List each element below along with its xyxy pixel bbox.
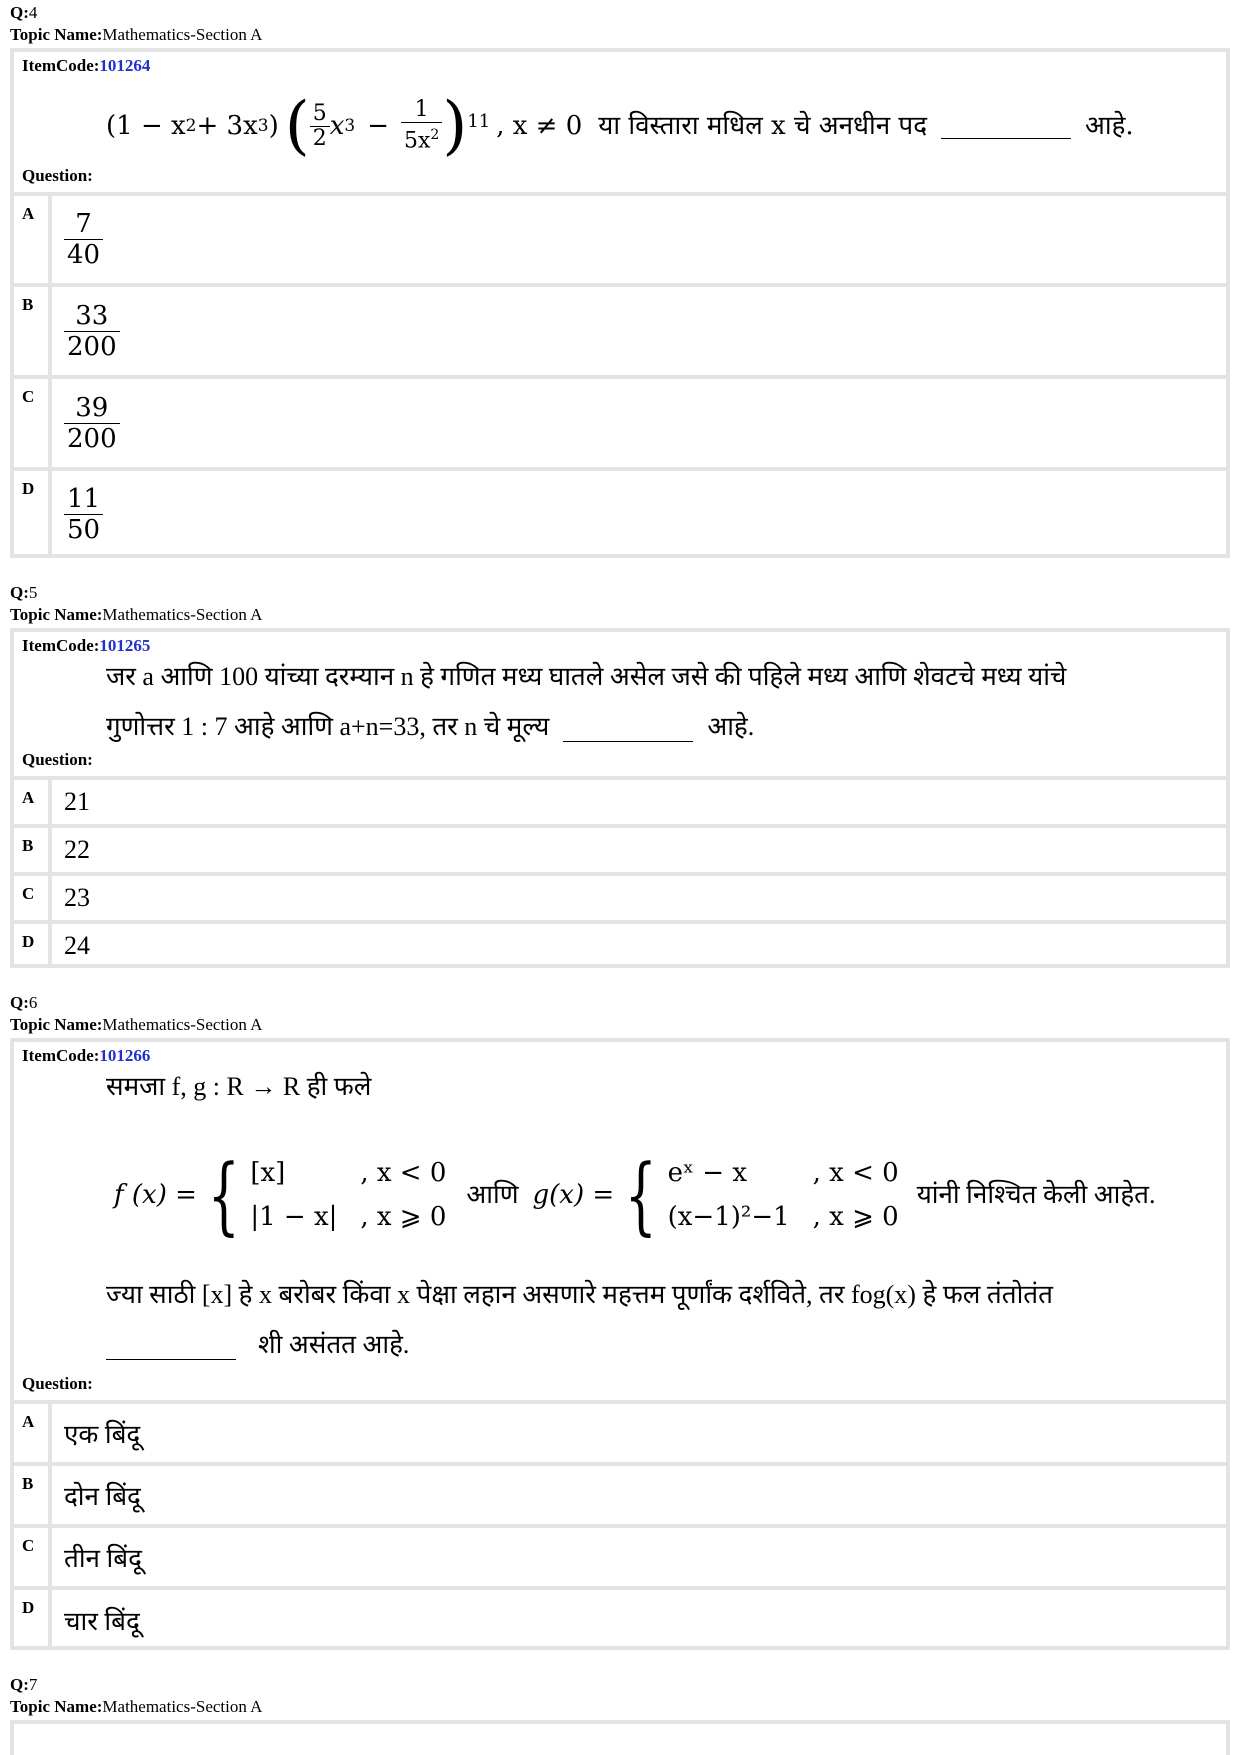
- question-number: 7: [28, 1675, 38, 1694]
- option-letter: B: [14, 828, 52, 872]
- option-value: 23: [64, 883, 90, 912]
- option-row[interactable]: [14, 196, 1226, 287]
- option-letter: A: [14, 196, 52, 283]
- option-value: दोन बिंदू: [64, 1482, 141, 1511]
- question-box: [10, 1038, 1230, 1650]
- question-number: 4: [28, 3, 38, 22]
- answer-blank: [941, 114, 1071, 139]
- question-label: Question:: [22, 166, 93, 185]
- option-value: 22: [64, 835, 90, 864]
- item-code: ItemCode:101265: [22, 636, 151, 655]
- q-label: Q:: [10, 1675, 29, 1694]
- option-value: $\frac{7}{40}$: [52, 196, 103, 283]
- option-letter: D: [14, 1590, 52, 1650]
- option-letter: D: [14, 924, 52, 968]
- option-value: $\frac{39}{200}$: [52, 379, 120, 467]
- option-letter: C: [14, 1528, 52, 1586]
- topic-label: Topic Name:: [10, 1015, 103, 1034]
- question-body: [14, 632, 1226, 780]
- question-header: [10, 1674, 262, 1718]
- option-value: $\frac{11}{50}$: [52, 471, 103, 558]
- option-value: 21: [64, 787, 90, 816]
- q-label: Q:: [10, 583, 29, 602]
- option-row[interactable]: [14, 287, 1226, 379]
- topic-label: Topic Name:: [10, 1697, 103, 1716]
- option-row[interactable]: [14, 924, 1226, 968]
- option-row[interactable]: [14, 471, 1226, 558]
- function-definition: f (x) = { [x] , x < 0 |1 − x| , x ⩾ 0 आणि g(x) = { eˣ − x , x < 0 (x−1)²−1 , x ⩾ 0 यांनी निश्चित केली आहेत.: [114, 1146, 1156, 1244]
- option-letter: D: [14, 471, 52, 558]
- answer-blank: [563, 717, 693, 742]
- option-row[interactable]: [14, 379, 1226, 471]
- topic-name: Mathematics-Section A: [102, 605, 263, 624]
- option-row[interactable]: [14, 1590, 1226, 1650]
- question-text: समजा f, g : R → R ही फले f (x) = { [x] , x < 0 |1 − x| , x ⩾ 0 आणि g(x) = { eˣ − x , x < 0 (x−1)²−1 , x ⩾ 0 यांनी निश्चित केली आहेत. ज्या साठी [x] हे x बरोबर किंवा x पेक्षा लहान असणारे महत्तम पूर्णांक दर्शविते, तर fog(x) हे फल तंतोतंत शी असंतत आहे.: [106, 1062, 1212, 1370]
- option-row[interactable]: [14, 1466, 1226, 1528]
- option-value: एक बिंदू: [64, 1420, 141, 1449]
- q-label: Q:: [10, 993, 29, 1012]
- question-body: [14, 52, 1226, 196]
- question-header: [10, 2, 262, 46]
- option-row[interactable]: [14, 780, 1226, 828]
- option-row[interactable]: [14, 1404, 1226, 1466]
- question-box: [10, 628, 1230, 968]
- topic-label: Topic Name:: [10, 25, 103, 44]
- question-header: [10, 582, 262, 626]
- question-text: जर a आणि 100 यांच्या दरम्यान n हे गणित मध्य घातले असेल जसे की पहिले मध्य आणि शेवटचे मध्य यांचे गुणोत्तर 1 : 7 आहे आणि a+n=33, तर n चे मूल्य आहे.: [106, 662, 1067, 741]
- question-label: Question:: [22, 1374, 93, 1393]
- topic-label: Topic Name:: [10, 605, 103, 624]
- option-value: 24: [64, 931, 90, 960]
- question-number: 5: [28, 583, 38, 602]
- question-header: [10, 992, 262, 1036]
- q-label: Q:: [10, 3, 29, 22]
- question-number: 6: [28, 993, 38, 1012]
- option-letter: A: [14, 780, 52, 824]
- option-value: तीन बिंदू: [64, 1544, 142, 1573]
- question-box: [10, 1720, 1230, 1755]
- option-row[interactable]: [14, 1528, 1226, 1590]
- option-letter: C: [14, 379, 52, 467]
- question-box: [10, 48, 1230, 558]
- topic-name: Mathematics-Section A: [102, 1015, 263, 1034]
- answer-blank: [106, 1335, 236, 1360]
- topic-name: Mathematics-Section A: [102, 25, 263, 44]
- question-text: (1 − x 2 + 3x 3 ) ( $\frac{5}{2}$ x 3 − $\frac{1}{5x^2}$ ) 11 , x ≠ 0 या विस्तारा मधिल x चे अनधीन पद आहे.: [106, 89, 1134, 163]
- option-row[interactable]: [14, 876, 1226, 924]
- option-letter: C: [14, 876, 52, 920]
- option-letter: A: [14, 1404, 52, 1462]
- option-letter: B: [14, 287, 52, 375]
- option-letter: B: [14, 1466, 52, 1524]
- topic-name: Mathematics-Section A: [102, 1697, 263, 1716]
- option-row[interactable]: [14, 828, 1226, 876]
- option-value: $\frac{33}{200}$: [52, 287, 120, 375]
- item-code: ItemCode:101266: [22, 1046, 151, 1065]
- question-label: Question:: [22, 750, 93, 769]
- option-value: चार बिंदू: [64, 1607, 140, 1636]
- question-body: [14, 1042, 1226, 1404]
- item-code: ItemCode:101264: [22, 56, 151, 75]
